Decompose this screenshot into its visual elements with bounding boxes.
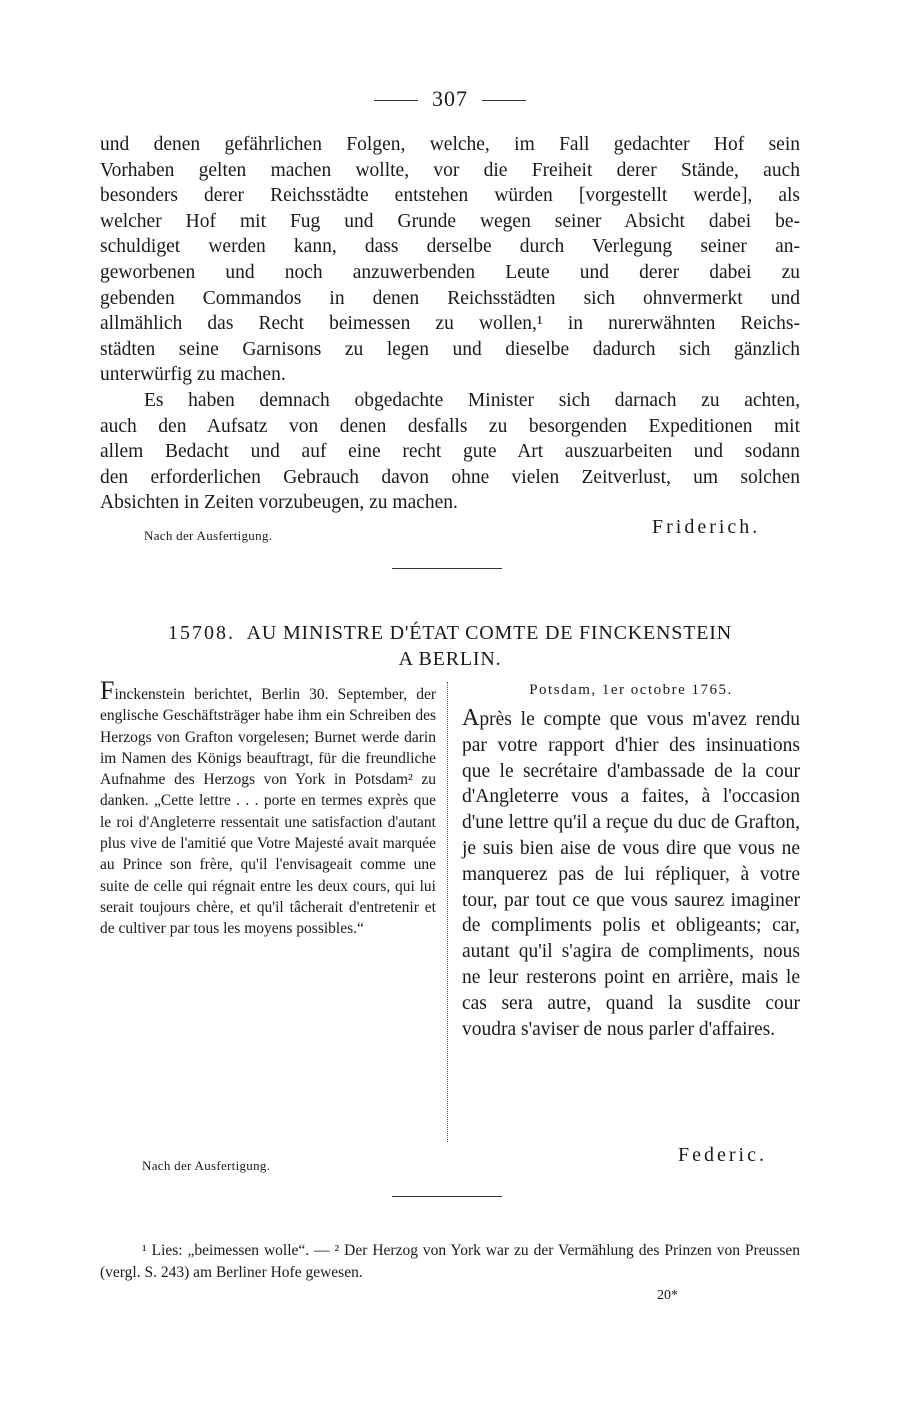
summary-text: inckenstein berichtet, Berlin 30. September, der englische Geschäftsträger habe ihm ein Schreiben des Herzogs von Grafton vorgelesen; Burnet werde darin im Namen des Königs beauftragt, für die freundliche Aufnahme des Herzogs von York in Potsdam² zu danken. „Cette lettre . . . porte en termes exprès que le roi d'Angleterre ressentait une satisfaction d'autant plus vive de l'amitié que Votre Majesté avait marquée au Prince son frère, qu'il l'envisageait comme une suite de celle qui régnait entre les deux cours, qui lui serait toujours chère, et qu'il tâcherait d'entretenir et de cultiver par tous les moyens possibles.“ bbox=[100, 686, 436, 938]
paragraph-continued bbox=[100, 132, 800, 388]
letter-text: près le compte que vous m'avez rendu par votre rapport d'hier des insinuations que le secrétaire d'ambassade de la cour d'Angleterre vous a faites, à l'occasion d'une lettre qu'il a reçue du duc de Grafton, je suis bien aise de vous dire que vous ne manquerez pas de lui répliquer, à votre tour, par tout ce que vous saurez imaginer de compliments polis et obligeants; car, autant qu'il s'agira de compliments, nous ne leur resterons point en arrière, mais le cas sera autre, quand la susdite cour voudra s'aviser de nous parler d'affaires. bbox=[462, 709, 800, 1040]
letter-title-line bbox=[100, 620, 800, 646]
summary-column bbox=[100, 676, 436, 940]
section-divider bbox=[392, 568, 502, 569]
text-line: gebenden Commandos in denen Reichsstädten sich ohnvermerkt und bbox=[100, 287, 800, 309]
paragraph-instructions bbox=[100, 388, 800, 516]
footnotes: ¹ Lies: „beimessen wolle“. — ² Der Herzog von York war zu der Vermählung des Prinzen von Preussen (vergl. S. 243) am Berliner Hofe gewesen. bbox=[100, 1242, 800, 1281]
letter-column bbox=[462, 680, 800, 1042]
letter-dateline: Potsdam, 1er octobre 1765. bbox=[529, 682, 733, 698]
text-line: welcher Hof mit Fug und Grunde wegen seiner Absicht dabei be- bbox=[100, 210, 800, 232]
signature-mark: 20* bbox=[657, 1288, 678, 1303]
signature: Federic. bbox=[678, 1144, 767, 1166]
text-line: den erforderlichen Gebrauch davon ohne vielen Zeitverlust, um solchen bbox=[100, 466, 800, 488]
header-rule-left bbox=[374, 100, 418, 101]
text-line: auch den Aufsatz von denen desfalls zu besorgenden Expeditionen mit bbox=[100, 415, 800, 437]
page-header bbox=[0, 86, 900, 112]
letter-body bbox=[462, 706, 800, 1042]
text-line: unterwürfig zu machen. bbox=[100, 364, 286, 386]
text-line: und denen gefährlichen Folgen, welche, im Fall gedachter Hof sein bbox=[100, 134, 800, 155]
letter-initial: A bbox=[462, 705, 480, 731]
source-note: Nach der Ausfertigung. bbox=[142, 1158, 271, 1173]
text-line: geworbenen und noch anzuwerbenden Leute und derer dabei zu bbox=[100, 261, 800, 283]
text-line: städten seine Garnisons zu legen und dieselbe dadurch sich gänzlich bbox=[100, 338, 800, 360]
text-line: Absichten in Zeiten vorzubeugen, zu machen. bbox=[100, 492, 458, 514]
text-line: Vorhaben gelten machen wollte, vor die Freiheit derer Stände, auch bbox=[100, 159, 800, 181]
signature: Friderich. bbox=[652, 516, 761, 538]
summary-initial: F bbox=[100, 676, 115, 705]
text-line: schuldiget werden kann, dass derselbe durch Verlegung seiner an- bbox=[100, 236, 800, 258]
footnote-divider bbox=[392, 1196, 502, 1197]
letter-addressee: AU MINISTRE D'ÉTAT COMTE DE FINCKENSTEIN bbox=[246, 622, 732, 644]
text-line: allem Bedacht und auf eine recht gute Art auszuarbeiten und sodann bbox=[100, 441, 800, 463]
text-line: allmählich das Recht beimessen zu wollen,¹ in nurerwähnten Reichs- bbox=[100, 313, 800, 335]
source-note: Nach der Ausfertigung. bbox=[144, 528, 273, 543]
text-line: besonders derer Reichsstädte entstehen würden [vorgestellt werde], als bbox=[100, 185, 800, 207]
page-number: 307 bbox=[432, 86, 468, 111]
letter-place: A BERLIN. bbox=[398, 648, 502, 670]
letter-title bbox=[100, 620, 800, 672]
letter-number: 15708. bbox=[168, 622, 236, 644]
column-separator bbox=[447, 682, 448, 1142]
header-rule-right bbox=[482, 100, 526, 101]
text-line: Es haben demnach obgedachte Minister sich darnach zu achten, bbox=[144, 390, 800, 411]
